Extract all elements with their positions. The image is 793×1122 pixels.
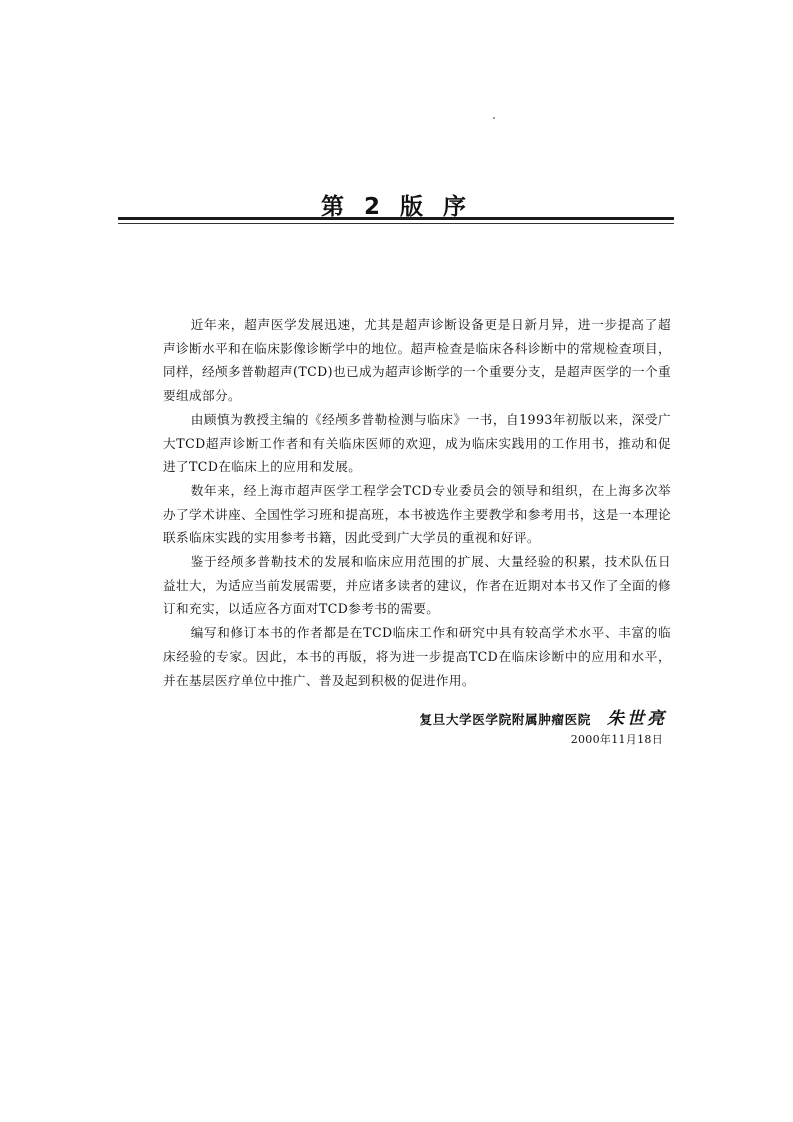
preface-body bbox=[163, 313, 671, 692]
paragraph: 编写和修订本书的作者都是在TCD临床工作和研究中具有较高学术水平、丰富的临床经验的专家。因此，本书的再版，将为进一步提高TCD在临床诊断中的应用和水平，并在基层医疗单位中推广、普及起到积极的促进作用。 bbox=[163, 625, 671, 688]
page-title: 第 2 版 序 bbox=[320, 194, 473, 221]
signature-institution: 复旦大学医学院附属肿瘤医院 bbox=[419, 712, 591, 727]
paragraph: 由顾慎为教授主编的《经颅多普勒检测与临床》一书，自1993年初版以来，深受广大TCD超声诊断工作者和有关临床医师的欢迎，成为临床实践用的工作用书，推动和促进了TCD在临床上的应用和发展。 bbox=[163, 411, 671, 475]
scan-speck bbox=[493, 117, 495, 119]
signature-block bbox=[419, 704, 667, 729]
title-rule-thin bbox=[118, 223, 674, 224]
paragraph: 鉴于经颅多普勒技术的发展和临床应用范围的扩展、大量经验的积累，技术队伍日益壮大，为适应当前发展需要，并应诸多读者的建议，作者在近期对本书又作了全面的修订和充实，以适应各方面对TCD参考书的需要。 bbox=[163, 554, 671, 617]
paragraph: 近年来，超声医学发展迅速，尤其是超声诊断设备更是日新月异，进一步提高了超声诊断水平和在临床影像诊断学中的地位。超声检查是临床各科诊断中的常规检查项目，同样，经颅多普勒超声(TCD)也已成为超声诊断学的一个重要分支，是超声医学的一个重要组成部分。 bbox=[163, 317, 671, 404]
title-rule-thick bbox=[118, 217, 674, 220]
signature-date: 2000年11月18日 bbox=[570, 733, 663, 746]
paragraph: 数年来，经上海市超声医学工程学会TCD专业委员会的领导和组织，在上海多次举办了学术讲座、全国性学习班和提高班，本书被选作主要教学和参考用书，这是一本理论联系临床实践的实用参考书籍，因此受到广大学员的重视和好评。 bbox=[163, 482, 671, 546]
signature-name: 朱世亮 bbox=[607, 709, 667, 729]
